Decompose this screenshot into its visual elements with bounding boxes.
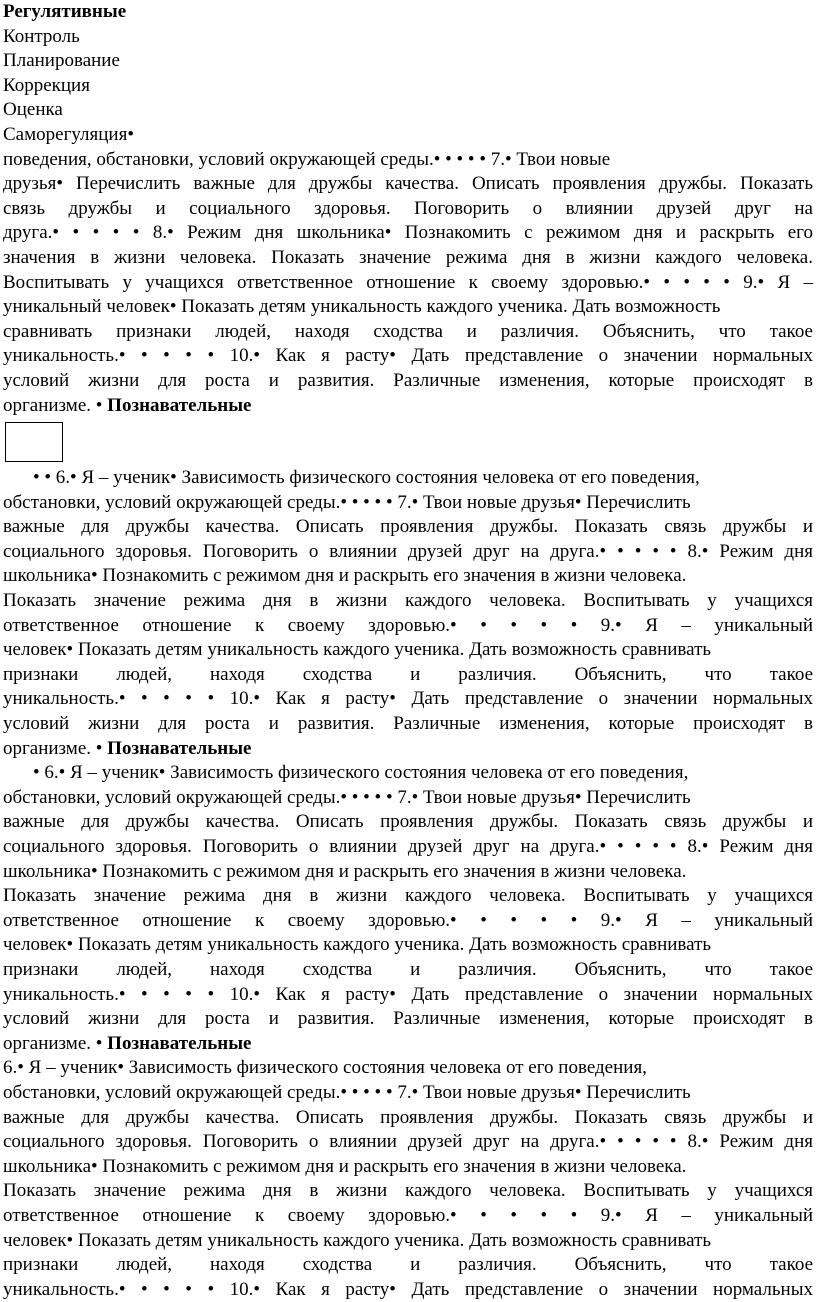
text-line: друзья• Перечислить важные для дружбы качества. Описать проявления дружбы. Показать — [3, 173, 813, 195]
text-line: уникальность.• • • • • 10.• Как я расту• Дать представление о значении нормальных — [3, 688, 813, 710]
text-prefix: организме. • — [3, 737, 108, 759]
text-prefix: организме. • — [3, 394, 108, 416]
text-line: важные для дружбы качества. Описать проявления дружбы. Показать связь дружбы и — [3, 1106, 813, 1128]
paragraph-block-3 — [3, 761, 813, 1056]
text-line-first: 6.• Я – ученик• Зависимость физического состояния человека от его поведения, — [3, 1057, 647, 1079]
list-item-korrektsiya: Коррекция — [3, 74, 90, 96]
section-title-poznavatelnye: Познавательные — [107, 394, 252, 416]
empty-frame-box — [5, 422, 63, 462]
text-line: школьника• Познакомить с режимом дня и раскрыть его значения в жизни человека. — [3, 565, 687, 587]
text-line: человек• Показать детям уникальность каждого ученика. Дать возможность сравнивать — [3, 1229, 712, 1251]
text-line: признаки людей, находя сходства и различия. Объяснить, что такое — [3, 1254, 813, 1276]
list-item-kontrol: Контроль — [3, 25, 80, 47]
text-line: Показать значение режима дня в жизни каждого человека. Воспитывать у учащихся — [3, 590, 813, 612]
text-line: друга.• • • • • 8.• Режим дня школьника• Познакомить с режимом дня и раскрыть его — [3, 222, 813, 244]
text-line: школьника• Познакомить с режимом дня и раскрыть его значения в жизни человека. — [3, 1155, 687, 1177]
section-title-regulyativnye: Регулятивные — [3, 1, 127, 22]
text-line-last — [3, 1032, 813, 1057]
text-line: сравнивать признаки людей, находя сходства и различия. Объяснить, что такое — [3, 320, 813, 342]
text-line: школьника• Познакомить с режимом дня и раскрыть его значения в жизни человека. — [3, 860, 687, 882]
text-line: обстановки, условий окружающей среды.• • • • • 7.• Твои новые друзья• Перечислить — [3, 491, 691, 513]
text-line: важные для дружбы качества. Описать проявления дружбы. Показать связь дружбы и — [3, 516, 813, 538]
text-prefix: организме. • — [3, 1032, 108, 1054]
text-line: условий жизни для роста и развития. Различные изменения, которые происходят в — [3, 1008, 813, 1030]
section-title-poznavatelnye: Познавательные — [107, 737, 252, 759]
text-line: условий жизни для роста и развития. Различные изменения, которые происходят в — [3, 369, 813, 391]
text-line: социального здоровья. Поговорить о влиянии друзей друг на друга.• • • • • 8.• Режим дня — [3, 540, 813, 562]
text-line: уникальность.• • • • • 10.• Как я расту• Дать представление о значении нормальных — [3, 345, 813, 367]
text-line: Показать значение режима дня в жизни каждого человека. Воспитывать у учащихся — [3, 1180, 813, 1202]
text-line: обстановки, условий окружающей среды.• • • • • 7.• Твои новые друзья• Перечислить — [3, 786, 691, 808]
text-line: уникальность.• • • • • 10.• Как я расту• Дать представление о значении нормальных — [3, 983, 813, 1005]
text-line: уникальность.• • • • • 10.• Как я расту• Дать представление о значении нормальных — [3, 1278, 813, 1300]
list-item-samoregulyatsiya: Саморегуляция• — [3, 123, 134, 145]
text-line: признаки людей, находя сходства и различия. Объяснить, что такое — [3, 663, 813, 685]
text-line: ответственное отношение к своему здоровью.• • • • • 9.• Я – уникальный — [3, 909, 813, 931]
text-line: социального здоровья. Поговорить о влиянии друзей друг на друга.• • • • • 8.• Режим дня — [3, 1131, 813, 1153]
text-line: обстановки, условий окружающей среды.• • • • • 7.• Твои новые друзья• Перечислить — [3, 1081, 691, 1103]
text-line: условий жизни для роста и развития. Различные изменения, которые происходят в — [3, 713, 813, 735]
text-line: связь дружбы и социального здоровья. Поговорить о влиянии друзей друг на — [3, 197, 813, 219]
text-line: ответственное отношение к своему здоровью.• • • • • 9.• Я – уникальный — [3, 1204, 813, 1226]
text-line-last — [3, 394, 813, 419]
text-line-first: • 6.• Я – ученик• Зависимость физического состояния человека от его поведения, — [33, 762, 689, 784]
paragraph-block-1 — [3, 148, 813, 419]
text-line: человек• Показать детям уникальность каждого ученика. Дать возможность сравнивать — [3, 934, 712, 956]
text-line: ответственное отношение к своему здоровью.• • • • • 9.• Я – уникальный — [3, 614, 813, 636]
section-title-poznavatelnye: Познавательные — [107, 1032, 252, 1054]
text-line: уникальный человек• Показать детям уникальность каждого ученика. Дать возможность — [3, 296, 721, 318]
text-line: человек• Показать детям уникальность каждого ученика. Дать возможность сравнивать — [3, 639, 712, 661]
paragraph-block-4 — [3, 1056, 813, 1302]
list-item-planirovanie: Планирование — [3, 50, 120, 72]
paragraph-block-2 — [3, 466, 813, 761]
list-item-otsenka: Оценка — [3, 99, 63, 121]
text-line: важные для дружбы качества. Описать проявления дружбы. Показать связь дружбы и — [3, 811, 813, 833]
text-line: Показать значение режима дня в жизни каждого человека. Воспитывать у учащихся — [3, 885, 813, 907]
text-line: признаки людей, находя сходства и различия. Объяснить, что такое — [3, 958, 813, 980]
text-line-first: • • 6.• Я – ученик• Зависимость физического состояния человека от его поведения, — [33, 467, 700, 489]
text-line: Воспитывать у учащихся ответственное отношение к своему здоровью.• • • • • 9.• Я – — [3, 271, 813, 293]
text-line: поведения, обстановки, условий окружающей среды.• • • • • 7.• Твои новые — [3, 148, 611, 170]
text-line: значения в жизни человека. Показать значение режима дня в жизни каждого человека. — [3, 246, 813, 268]
text-line-last — [3, 737, 813, 762]
text-line: социального здоровья. Поговорить о влиянии друзей друг на друга.• • • • • 8.• Режим дня — [3, 836, 813, 857]
